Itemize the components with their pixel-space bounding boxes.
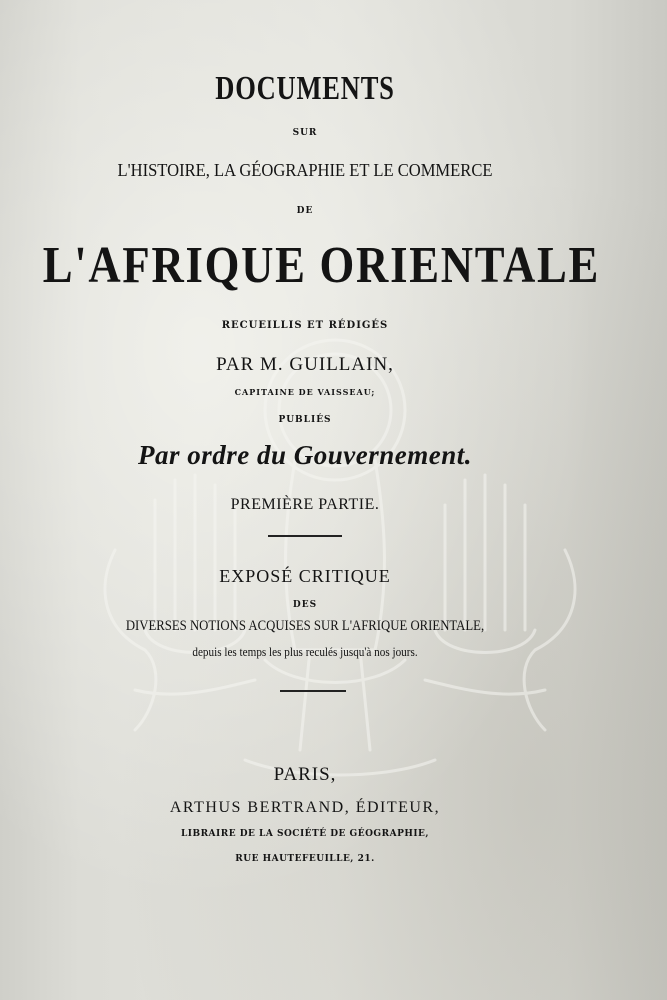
imprint-city: PARIS, <box>273 764 337 785</box>
section-title: EXPOSÉ CRITIQUE <box>219 566 391 586</box>
publies-line: PUBLIÉS <box>278 415 332 425</box>
author-rank: CAPITAINE DE VAISSEAU; <box>234 387 376 397</box>
divider-rule <box>268 535 342 537</box>
emblem-watermark-icon <box>95 330 585 800</box>
section-subtitle: DIVERSES NOTIONS ACQUISES SUR L'AFRIQUE ORIENTALE, <box>125 618 485 634</box>
title-documents: DOCUMENTS <box>215 70 395 107</box>
subtitle-histoire: L'HISTOIRE, LA GÉOGRAPHIE ET LE COMMERCE <box>117 160 493 180</box>
main-title: L'AFRIQUE ORIENTALE <box>42 237 601 294</box>
connector-des: DES <box>292 600 318 610</box>
recueillis-line: RECUEILLIS ET RÉDIGÉS <box>221 320 389 331</box>
imprint-publisher: ARTHUS BERTRAND, ÉDITEUR, <box>169 799 441 816</box>
divider-rule <box>280 690 346 692</box>
connector-sur: SUR <box>292 128 318 138</box>
author-line: PAR M. GUILLAIN, <box>216 354 394 375</box>
section-subtitle-italic: depuis les temps les plus reculés jusqu'à nos jours. <box>192 644 418 659</box>
government-line: Par ordre du Gouvernement. <box>137 440 472 470</box>
part-line: PREMIÈRE PARTIE. <box>230 496 380 513</box>
imprint-libraire: LIBRAIRE DE LA SOCIÉTÉ DE GÉOGRAPHIE, <box>180 829 430 839</box>
connector-de: DE <box>296 206 314 216</box>
imprint-address: RUE HAUTEFEUILLE, 21. <box>235 854 375 864</box>
